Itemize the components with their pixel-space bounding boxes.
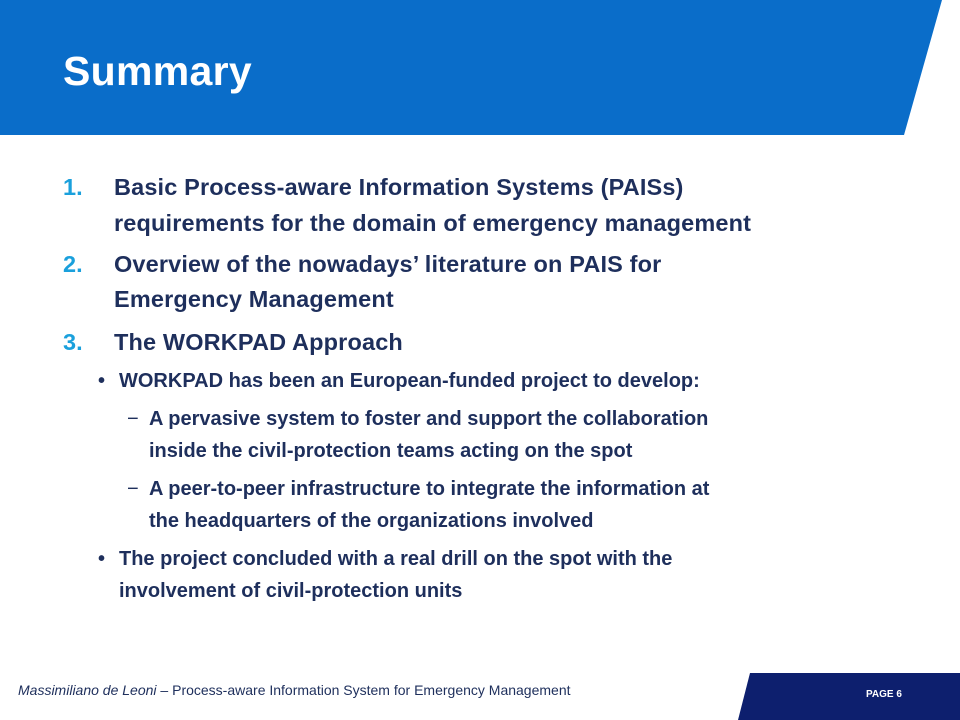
item-text-line: Basic Process-aware Information Systems (PAISs) <box>114 174 684 200</box>
item-text-line: Overview of the nowadays’ literature on PAIS for <box>114 251 662 277</box>
subitem-text-line: inside the civil-protection teams acting on the spot <box>149 440 633 462</box>
title-banner <box>0 0 960 135</box>
bullet-text-line: involvement of civil-protection units <box>119 580 463 602</box>
footer-page-bar <box>738 673 960 720</box>
bullet-text-line: WORKPAD has been an European-funded project to develop: <box>119 370 700 392</box>
footer-title: Process-aware Information System for Emergency Management <box>172 682 571 698</box>
subitem-text-line: A pervasive system to foster and support the collaboration <box>149 408 709 430</box>
page-number: PAGE 6 <box>866 689 902 700</box>
item-number: 3. <box>63 329 83 355</box>
footer-caption <box>18 682 571 698</box>
item-text-line: Emergency Management <box>114 286 394 312</box>
bullet-marker: • <box>98 370 106 392</box>
item-number: 2. <box>63 251 83 277</box>
item-text-line: requirements for the domain of emergency management <box>114 210 752 236</box>
subitem-text-line: A peer-to-peer infrastructure to integrate the information at <box>149 478 710 500</box>
subitem-marker: − <box>127 408 139 430</box>
item-text-line: The WORKPAD Approach <box>114 329 403 355</box>
footer-separator: – <box>156 682 173 698</box>
page-title: Summary <box>63 48 252 94</box>
footer-author: Massimiliano de Leoni <box>18 682 157 698</box>
subitem-marker: − <box>127 478 139 500</box>
subitem-text-line: the headquarters of the organizations involved <box>149 510 594 532</box>
item-number: 1. <box>63 174 83 200</box>
bullet-text-line: The project concluded with a real drill on the spot with the <box>119 548 673 570</box>
bullet-marker: • <box>98 548 106 570</box>
